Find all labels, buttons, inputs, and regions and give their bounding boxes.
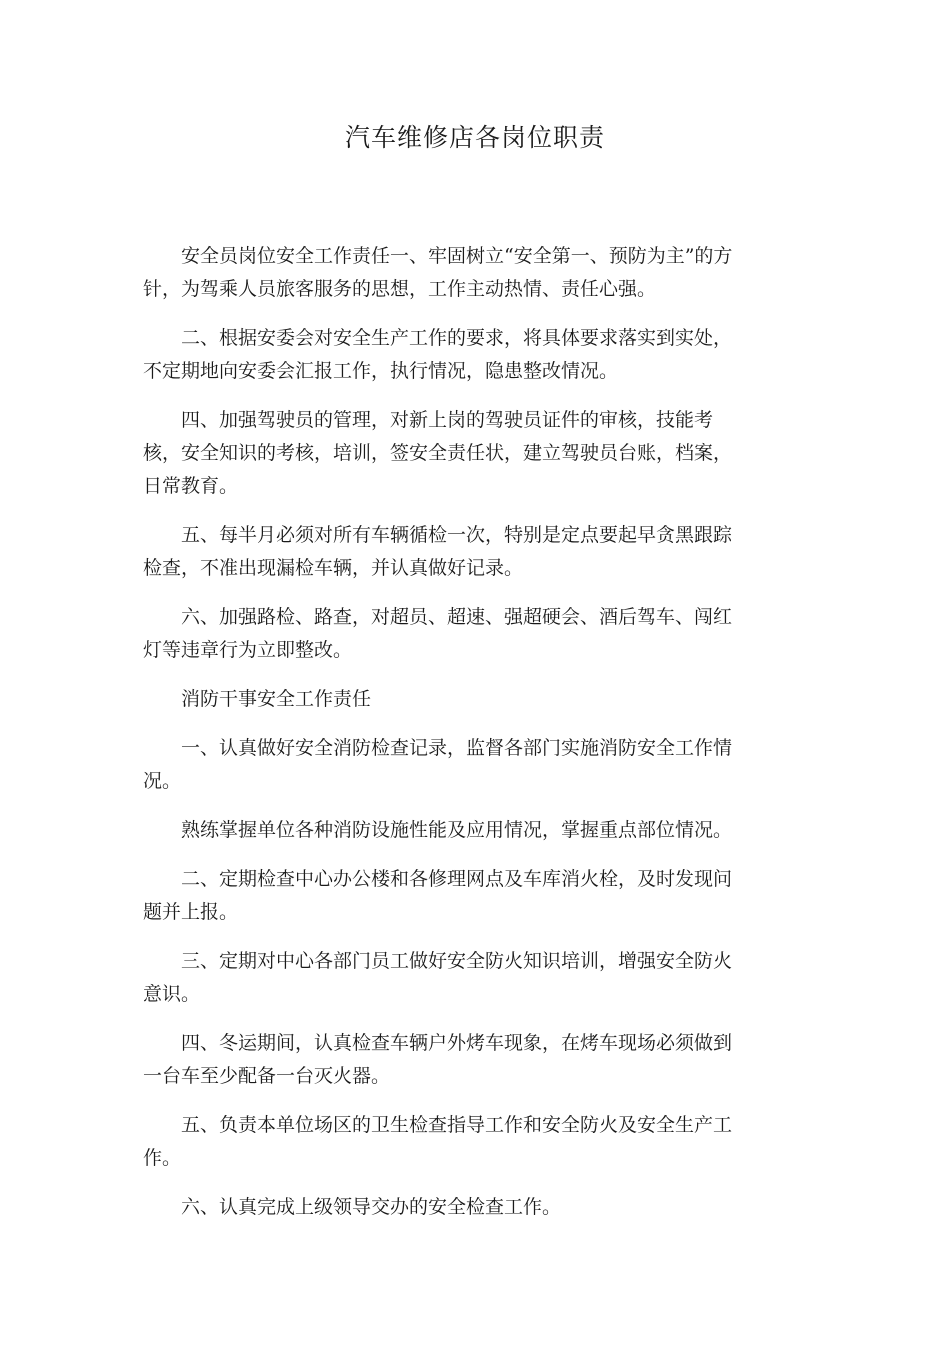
paragraph-safety-officer-6: 六、加强路检、路查，对超员、超速、强超硬会、酒后驾车、闯红灯等违章行为立即整改。 (143, 606, 733, 661)
section-heading-fire-officer: 消防干事安全工作责任 (181, 688, 372, 710)
paragraph-safety-officer-4: 四、加强驾驶员的管理，对新上岗的驾驶员证件的审核，技能考核，安全知识的考核，培训，签安全责任状，建立驾驶员台账，档案，日常教育。 (143, 409, 733, 497)
paragraph-fire-officer-facilities: 熟练掌握单位各种消防设施性能及应用情况，掌握重点部位情况。 (181, 819, 733, 841)
document-title: 汽车维修店各岗位职责 (344, 123, 605, 152)
paragraph-safety-officer-1: 安全员岗位安全工作责任一、牢固树立“安全第一、预防为主”的方针，为驾乘人员旅客服务的思想，工作主动热情、责任心强。 (143, 245, 733, 300)
paragraph-fire-officer-5: 五、负责本单位场区的卫生检查指导工作和安全防火及安全生产工作。 (143, 1114, 733, 1169)
document-body (143, 240, 743, 1240)
paragraph-safety-officer-5: 五、每半月必须对所有车辆循检一次，特别是定点要起早贪黑跟踪检查，不准出现漏检车辆，并认真做好记录。 (143, 524, 733, 579)
paragraph-safety-officer-2: 二、根据安委会对安全生产工作的要求，将具体要求落实到实处，不定期地向安委会汇报工作，执行情况，隐患整改情况。 (143, 327, 733, 382)
paragraph-fire-officer-2: 二、定期检查中心办公楼和各修理网点及车库消火栓，及时发现问题并上报。 (143, 868, 733, 923)
paragraph-fire-officer-6: 六、认真完成上级领导交办的安全检查工作。 (181, 1196, 562, 1218)
paragraph-fire-officer-1: 一、认真做好安全消防检查记录，监督各部门实施消防安全工作情况。 (143, 737, 733, 792)
paragraph-fire-officer-3: 三、定期对中心各部门员工做好安全防火知识培训，增强安全防火意识。 (143, 950, 733, 1005)
paragraph-fire-officer-4: 四、冬运期间，认真检查车辆户外烤车现象，在烤车现场必须做到一台车至少配备一台灭火器。 (143, 1032, 733, 1087)
